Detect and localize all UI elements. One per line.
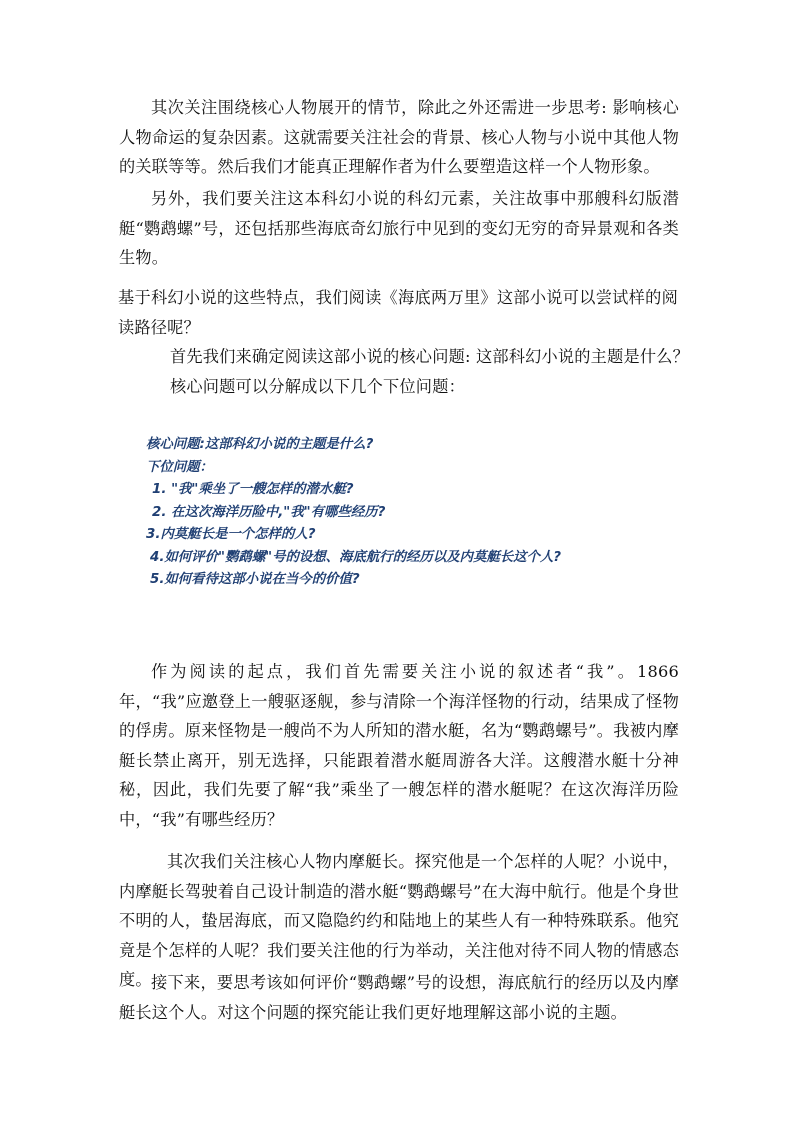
sub-question-1: 1. "我"乘坐了一艘怎样的潜水艇? [152, 482, 354, 497]
paragraph-captain-nemo: 其次我们关注核心人物内摩艇长。探究他是一个怎样的人呢？小说中，内摩艇长驾驶着自己设计制造的潜水艇“鹦鹉螺号”在大海中航行。他是个身世不明的人，蛰居海底，而又隐隐约约和陆地上的某些人有一种特殊联系。他究竟是个怎样的人呢？我们要关注他的行为举动，关注他对待不同人物的情感态度。 [119, 852, 679, 989]
question-outline-box [146, 434, 666, 592]
paragraph-plot-factors: 其次关注围绕核心人物展开的情节，除此之外还需进一步思考: 影响核心人物命运的复杂因素。这就需要关注社会的背景、核心人物与小说中其他人物的关联等等。然后我们才能真正理解作者为什么要塑造这样一个人物形象。 [119, 98, 679, 176]
sub-question-2: 2. 在这次海洋历险中,"我"有哪些经历? [152, 504, 386, 520]
paragraph-scifi-elements: 另外，我们要关注这本科幻小说的科幻元素，关注故事中那艘科幻版潜艇“鹦鹉螺”号，还包括那些海底奇幻旅行中见到的变幻无穷的奇异景观和各类生物。 [119, 189, 679, 267]
core-question: 核心问题:这部科幻小说的主题是什么? [146, 437, 374, 452]
sub-question-3: 3.内莫艇长是一个怎样的人? [146, 527, 316, 542]
sub-question-4: 4.如何评价"鹦鹉螺"号的设想、海底航行的经历以及内莫艇长这个人? [150, 549, 562, 565]
sub-questions-label: 下位问题： [146, 459, 213, 475]
paragraph-narrator: 作为阅读的起点，我们首先需要关注小说的叙述者“我”。1866 年，“我”应邀登上一艘驱逐舰，参与清除一个海洋怪物的行动，结果成了怪物的俘虏。原来怪物是一艘尚不为人所知的潜水艇，名为“鹦鹉螺号”。我被内摩艇长禁止离开，别无选择，只能跟着潜水艇周游各大洋。这艘潜水艇十分神秘，因此，我们先要了解“我”乘坐了一艘怎样的潜水艇呢？在这次海洋历险中，“我”有哪些经历？ [119, 662, 679, 829]
paragraph-reading-path: 基于科幻小说的这些特点，我们阅读《海底两万里》这部小说可以尝试样的阅读路径呢？ [118, 288, 678, 337]
paragraph-sub-questions-intro: 核心问题可以分解成以下几个下位问题： [170, 377, 465, 396]
sub-question-5: 5.如何看待这部小说在当今的价值? [150, 572, 360, 587]
paragraph-core-question-intro: 首先我们来确定阅读这部小说的核心问题: 这部科幻小说的主题是什么？ [170, 347, 690, 366]
paragraph-evaluation: 接下来，要思考该如何评价“鹦鹉螺”号的设想，海底航行的经历以及内摩艇长这个人。对这个问题的探究能让我们更好地理解这部小说的主题。 [119, 973, 679, 1022]
